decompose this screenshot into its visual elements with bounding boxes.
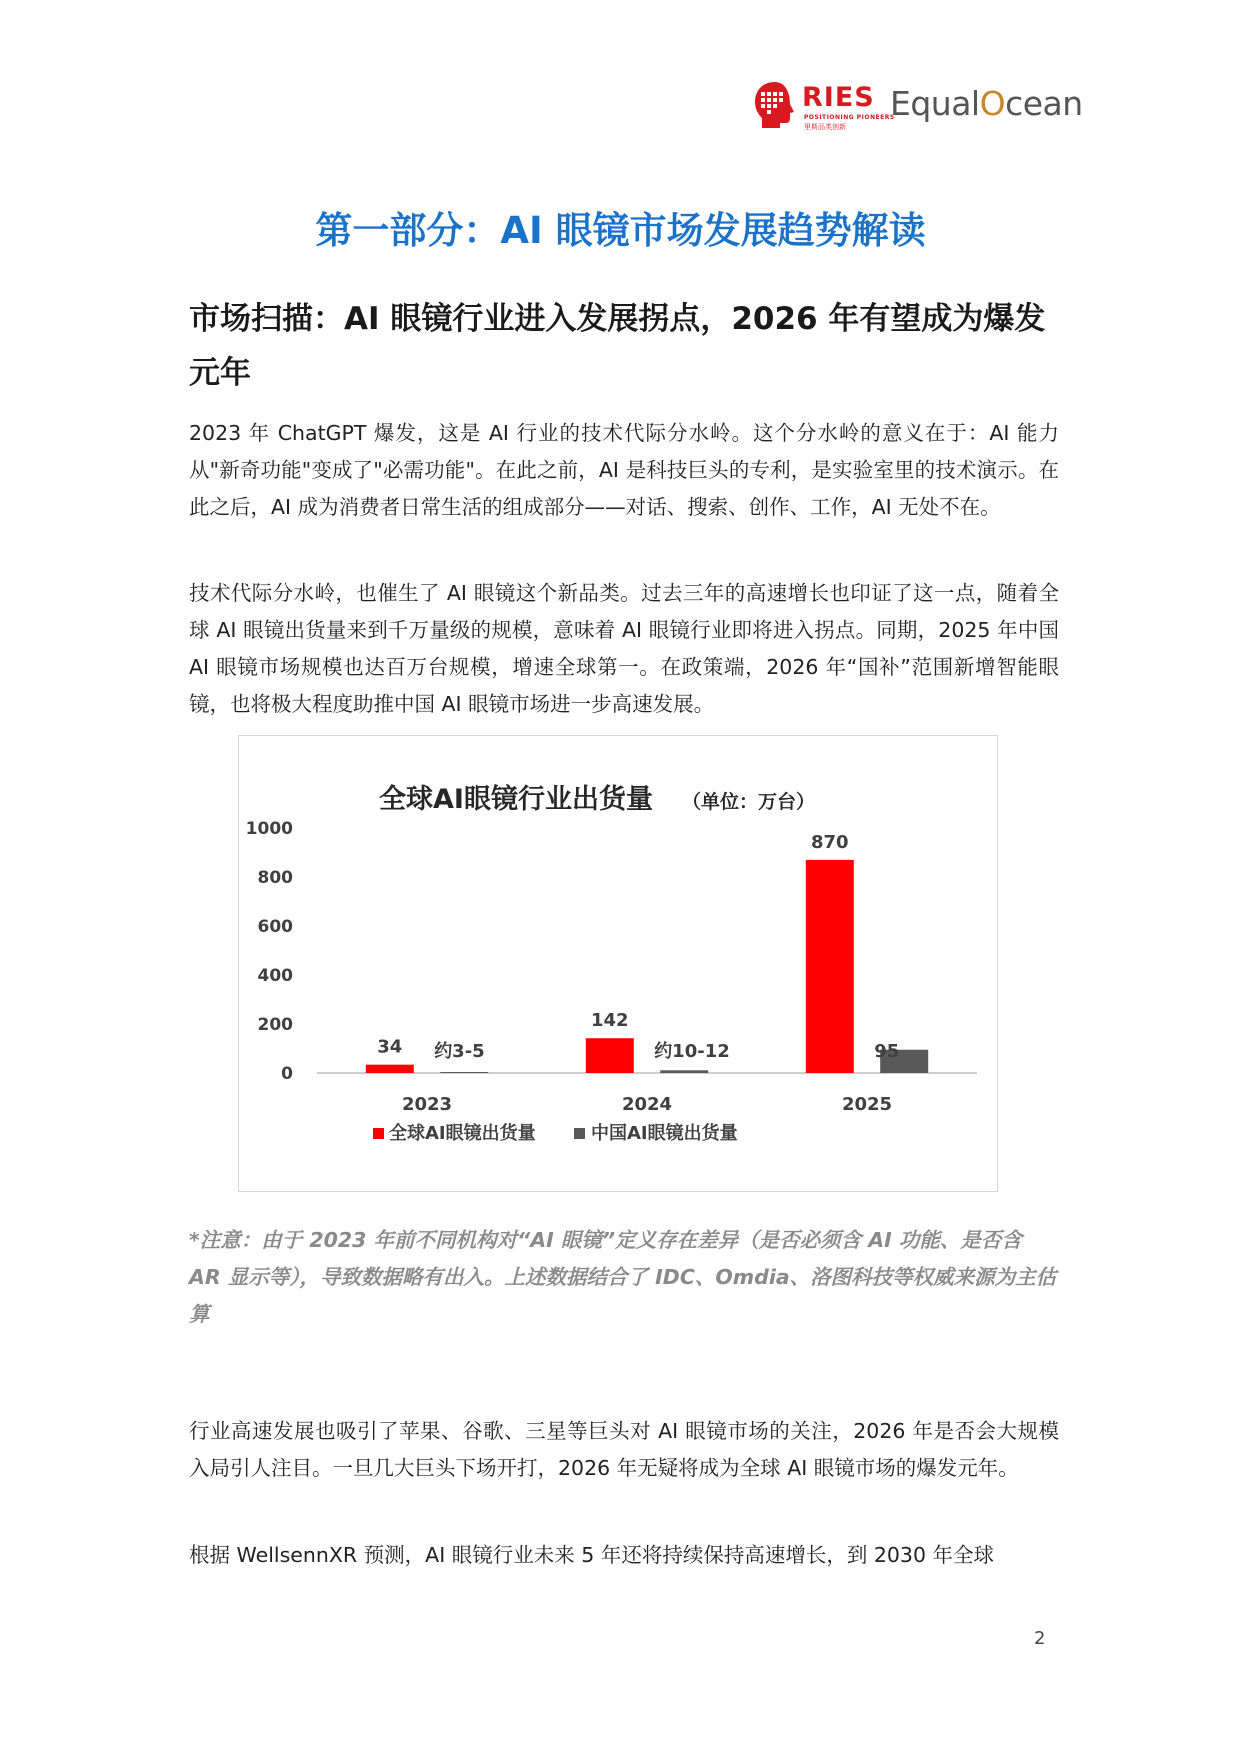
legend-label-china: 中国AI眼镜出货量 xyxy=(591,1123,738,1144)
shipment-chart-svg xyxy=(239,736,997,1191)
paragraph-new-category: 技术代际分水岭，也催生了 AI 眼镜这个新品类。过去三年的高速增长也印证了这一点，随着全球 AI 眼镜出货量来到千万量级的规模，意味着 AI 眼镜行业即将进入拐点。同期，2025 年中国 AI 眼镜市场规模也达百万台规模，增速全球第一。在政策端，2026 年“国补”范围新增智能眼镜，也将极大程度助推中国 AI 眼镜市场进一步高速发展。 xyxy=(189,581,1059,716)
paragraph-forecast: 根据 WellsennXR 预测，AI 眼镜行业未来 5 年还将持续保持高速增长，到 2030 年全球 xyxy=(189,1543,995,1567)
chart-title-unit: （单位：万台） xyxy=(682,791,816,813)
data-note: *注意：由于 2023 年前不同机构对“AI 眼镜”定义存在差异（是否必须含 AI 功能、是否含 AR 显示等），导致数据略有出入。上述数据结合了 IDC、Omdia、洛图科技等权威来源为主估算 xyxy=(189,1228,1057,1326)
bar-global xyxy=(366,1065,414,1073)
x-tick-label: 2023 xyxy=(401,1094,453,1115)
data-label: 约10-12 xyxy=(654,1041,730,1062)
section-title: 市场扫描：AI 眼镜行业进入发展拐点，2026 年有望成为爆发元年 xyxy=(189,301,1046,391)
data-label: 34 xyxy=(377,1036,403,1058)
equalocean-prefix: Equal xyxy=(890,84,980,123)
bar-china xyxy=(440,1072,488,1073)
data-label: 142 xyxy=(591,1010,629,1032)
ries-logo-tagline: POSITIONING PIONEERS xyxy=(804,114,895,121)
shipment-chart xyxy=(238,735,998,1192)
header-logos xyxy=(752,78,1083,138)
y-tick-label: 800 xyxy=(257,868,293,888)
paragraph-chatgpt: 2023 年 ChatGPT 爆发，这是 AI 行业的技术代际分水岭。这个分水岭的意义在于：AI 能力从"新奇功能"变成了"必需功能"。在此之前，AI 是科技巨头的专利，是实验室里的技术演示。在此之后，AI 成为消费者日常生活的组成部分——对话、搜索、创作、工作，AI 无处不在。 xyxy=(189,421,1059,519)
paragraph-giants: 行业高速发展也吸引了苹果、谷歌、三星等巨头对 AI 眼镜市场的关注，2026 年是否会大规模入局引人注目。一旦几大巨头下场开打，2026 年无疑将成为全球 AI 眼镜市场的爆发元年。 xyxy=(189,1419,1059,1480)
ries-logo-text: RIES xyxy=(802,82,875,113)
equalocean-o: O xyxy=(979,84,1006,123)
x-tick-label: 2024 xyxy=(621,1094,673,1115)
data-label: 870 xyxy=(811,831,849,853)
chart-title: 全球AI眼镜行业出货量 xyxy=(379,784,653,815)
part-title: 第一部分：AI 眼镜市场发展趋势解读 xyxy=(315,209,926,252)
ries-head-logo-icon xyxy=(752,80,798,130)
data-label: 约3-5 xyxy=(434,1041,485,1062)
legend-swatch-china xyxy=(574,1128,585,1139)
y-tick-label: 400 xyxy=(257,966,293,986)
x-tick-label: 2025 xyxy=(841,1094,893,1115)
page-number: 2 xyxy=(1034,1628,1046,1649)
bar-global xyxy=(586,1038,634,1073)
data-label: 95 xyxy=(874,1041,900,1062)
y-tick-label: 1000 xyxy=(245,819,293,839)
legend-swatch-global xyxy=(373,1128,384,1139)
y-tick-label: 600 xyxy=(257,917,293,937)
ries-logo-cn: 里斯品类创新 xyxy=(804,123,846,131)
legend-label-global: 全球AI眼镜出货量 xyxy=(389,1123,536,1144)
bar-china xyxy=(660,1070,708,1073)
equalocean-logo xyxy=(890,84,1083,123)
y-tick-label: 200 xyxy=(257,1015,293,1035)
bar-global xyxy=(806,860,854,1073)
y-tick-label: 0 xyxy=(281,1064,293,1084)
equalocean-suffix: cean xyxy=(1005,84,1083,123)
